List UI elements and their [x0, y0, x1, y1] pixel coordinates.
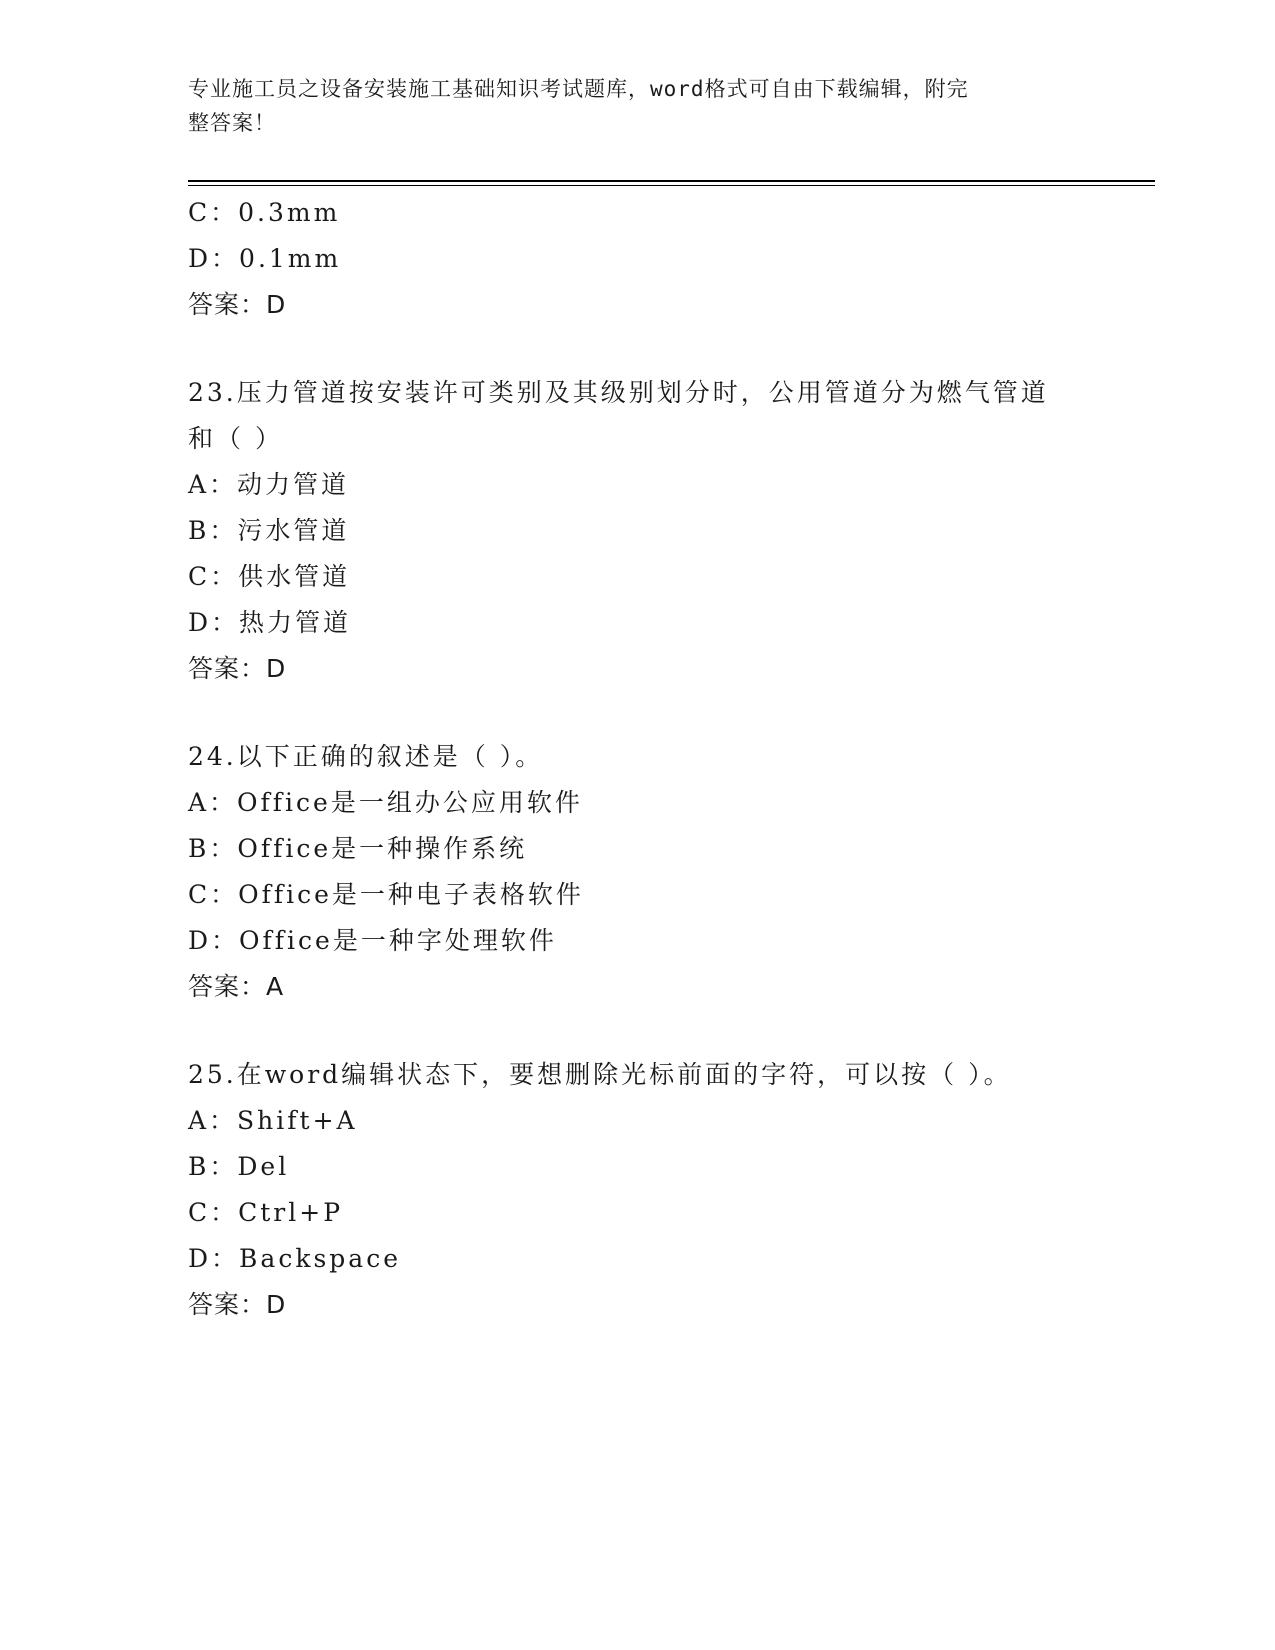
q24-stem: 24.以下正确的叙述是（ ）。	[188, 742, 544, 771]
header-divider-thin	[188, 185, 1155, 186]
question-23	[188, 370, 1148, 692]
spacer	[188, 692, 1148, 734]
q23-option-d: D：热力管道	[188, 608, 352, 637]
q23-option-a: A：动力管道	[188, 470, 350, 499]
q23-option-c: C：供水管道	[188, 562, 351, 591]
q24-option-a: A：Office是一组办公应用软件	[188, 788, 583, 817]
q23-stem-line-1: 23.压力管道按安装许可类别及其级别划分时，公用管道分为燃气管道	[188, 378, 1049, 407]
q23-answer: 答案：D	[188, 654, 287, 683]
question-22-fragment	[188, 190, 1148, 328]
header-line-1: 专业施工员之设备安装施工基础知识考试题库，word格式可自由下载编辑，附完	[188, 77, 969, 101]
q25-option-b: B：Del	[188, 1152, 290, 1181]
header-divider-thick	[188, 180, 1155, 182]
header-line-2: 整答案！	[188, 111, 276, 135]
question-24	[188, 734, 1148, 1010]
q25-stem: 25.在word编辑状态下，要想删除光标前面的字符，可以按（ ）。	[188, 1060, 1012, 1089]
spacer	[188, 1010, 1148, 1052]
q25-option-c: C：Ctrl+P	[188, 1198, 344, 1227]
q22-answer: 答案：D	[188, 290, 287, 319]
spacer	[188, 328, 1148, 370]
q22-option-c: C：0.3mm	[188, 198, 341, 227]
q25-answer: 答案：D	[188, 1290, 287, 1319]
q23-option-b: B：污水管道	[188, 516, 350, 545]
q24-option-d: D：Office是一种字处理软件	[188, 926, 557, 955]
q25-option-a: A：Shift+A	[188, 1106, 358, 1135]
q22-option-d: D：0.1mm	[188, 244, 342, 273]
document-header	[188, 72, 1068, 140]
q24-option-c: C：Office是一种电子表格软件	[188, 880, 584, 909]
document-body	[188, 190, 1148, 1328]
q24-option-b: B：Office是一种操作系统	[188, 834, 528, 863]
q24-answer: 答案：A	[188, 972, 285, 1001]
question-25	[188, 1052, 1148, 1328]
q23-stem-line-2: 和（ ）	[188, 424, 283, 453]
q25-option-d: D：Backspace	[188, 1244, 402, 1273]
